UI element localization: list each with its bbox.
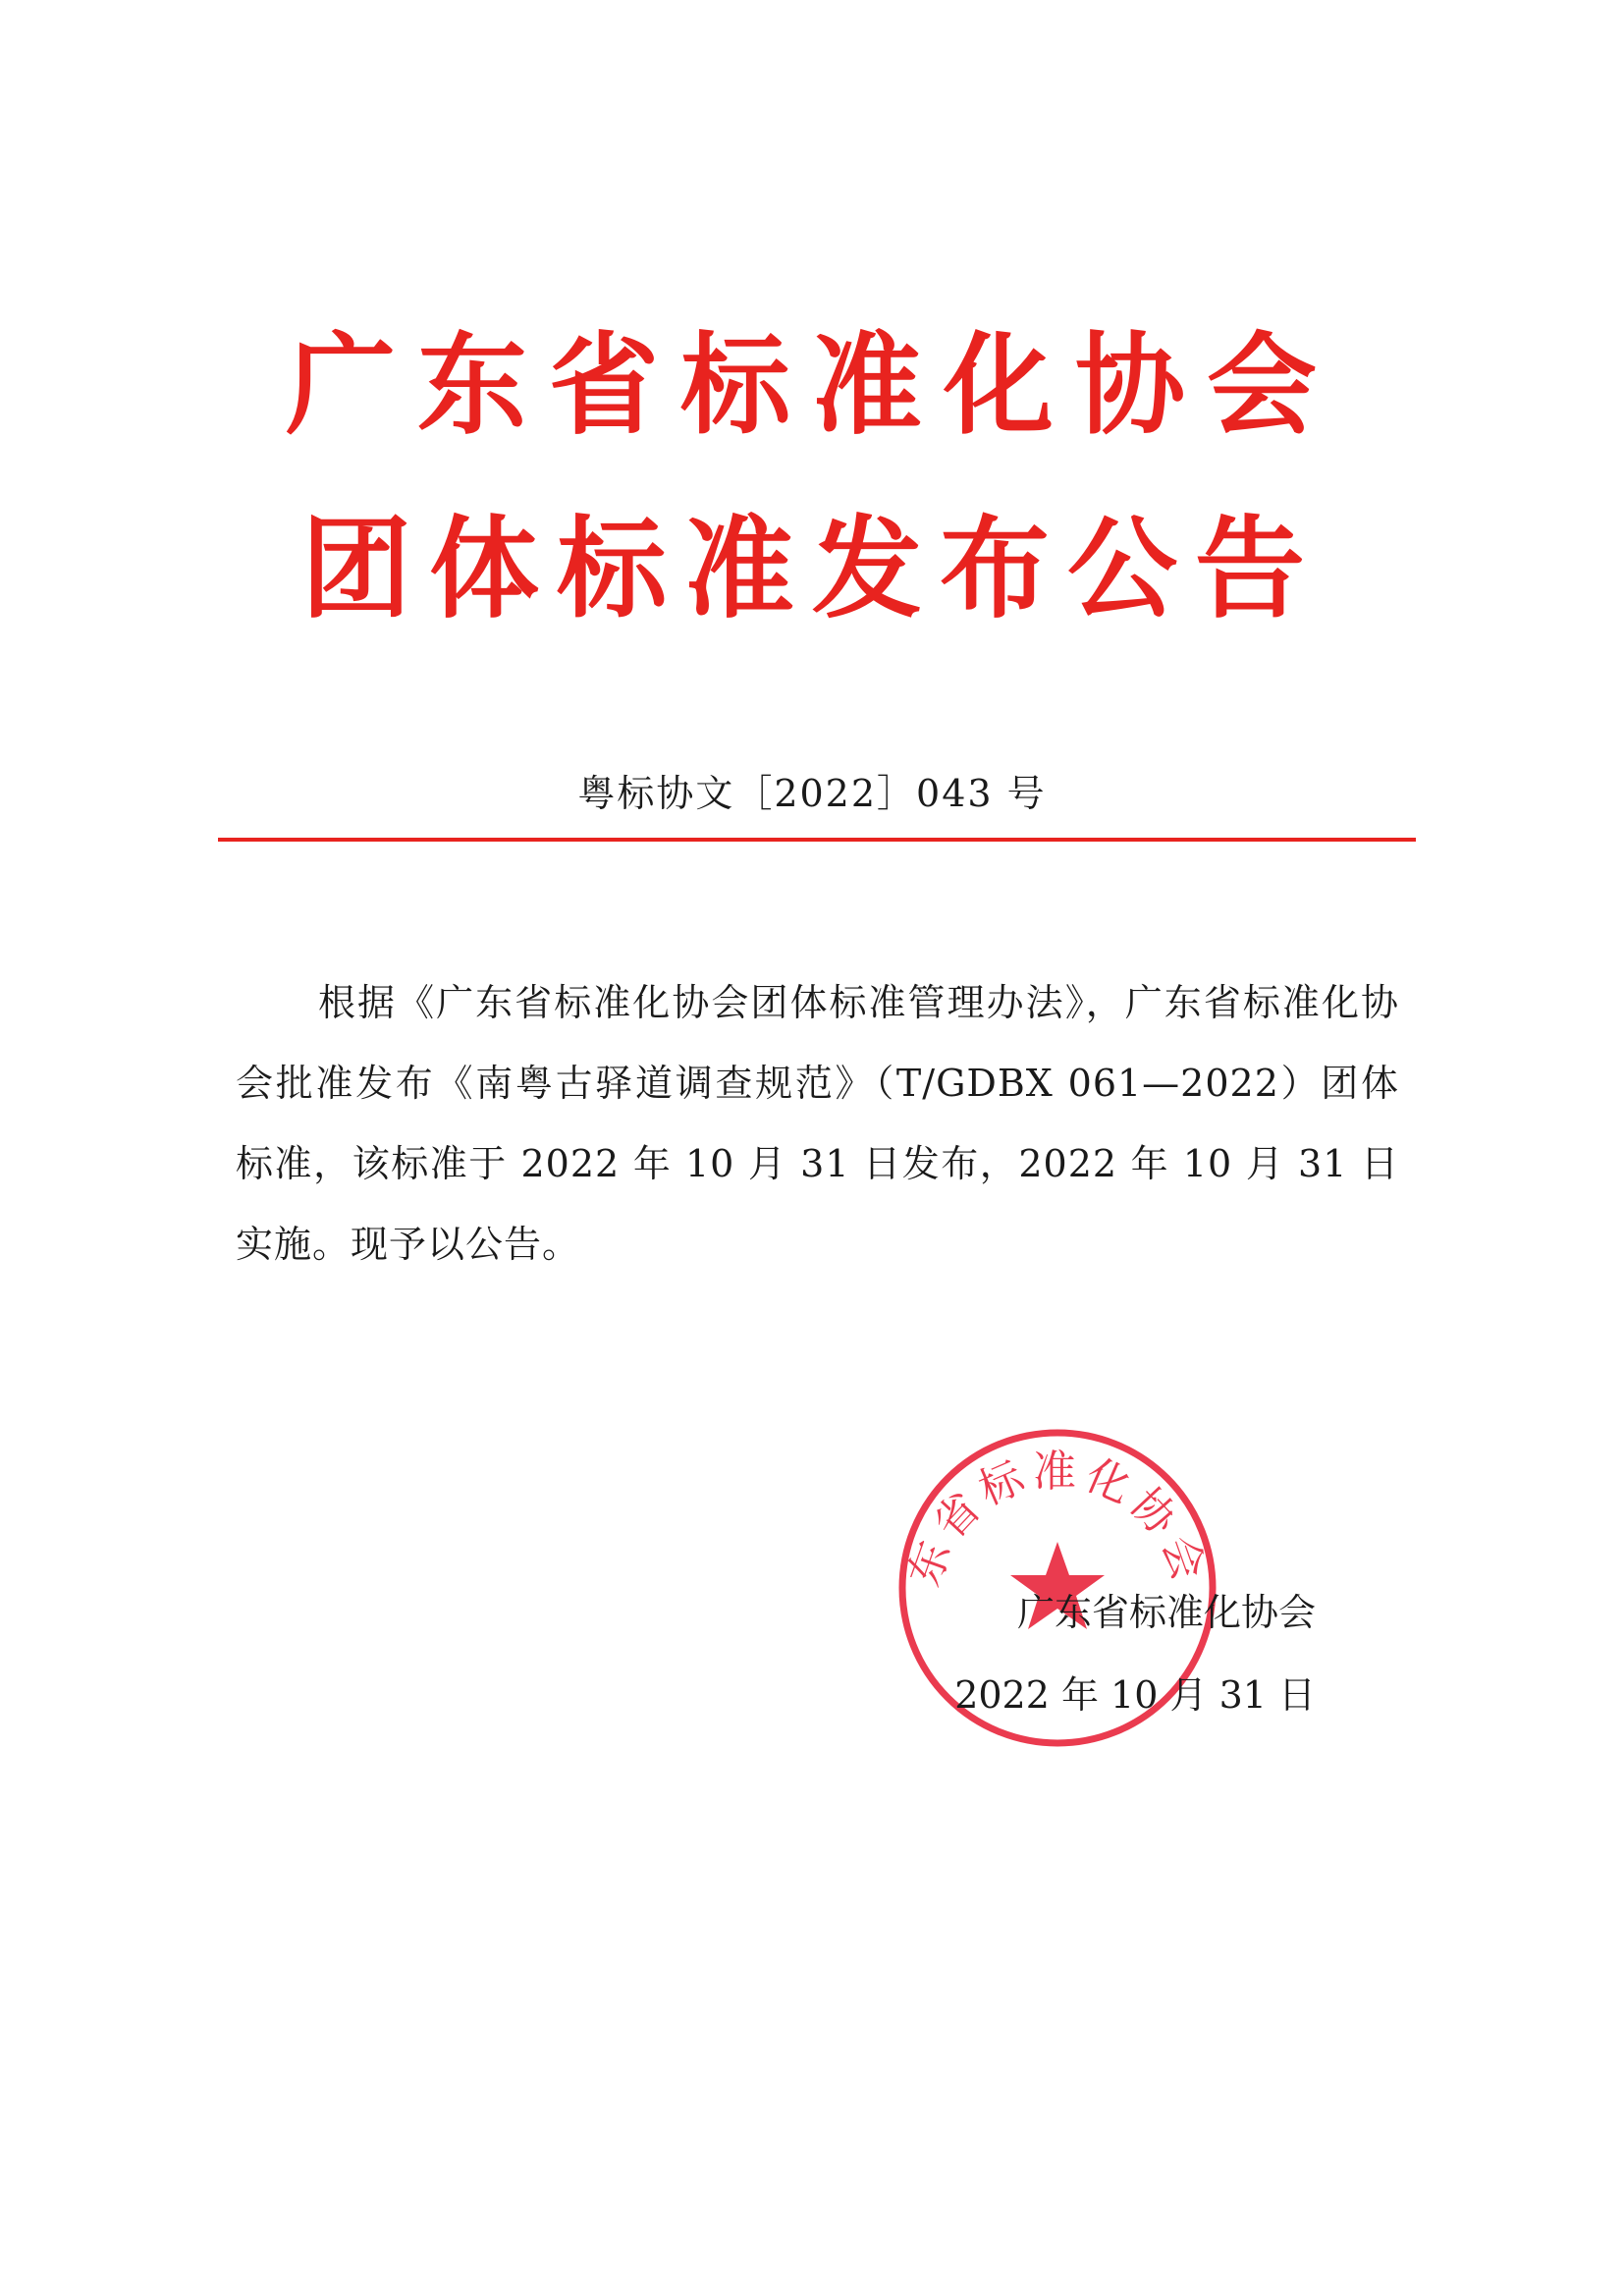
document-number: 粤标协文［2022］043 号 bbox=[577, 772, 1047, 815]
signature-block bbox=[903, 1571, 1316, 1736]
notice-body: 根据《广东省标准化协会团体标准管理办法》，广东省标准化协会批准发布《南粤古驿道调查规范》（T/GDBX 061—2022）团体标准，该标准于 2022 年 10 月 31 日发布，2022 年 10 月 31 日实施。现予以公告。 bbox=[236, 981, 1399, 1266]
organization-title: 广东省标准化协会 bbox=[286, 322, 1338, 450]
seal-text: 东省标准化协会 bbox=[898, 1447, 1217, 1593]
header-divider bbox=[218, 838, 1416, 842]
notice-title: 团体标准发布公告 bbox=[301, 506, 1323, 633]
signature-date: 2022 年 10 月 31 日 bbox=[954, 1673, 1316, 1717]
signature-organization: 广东省标准化协会 bbox=[1016, 1591, 1316, 1634]
